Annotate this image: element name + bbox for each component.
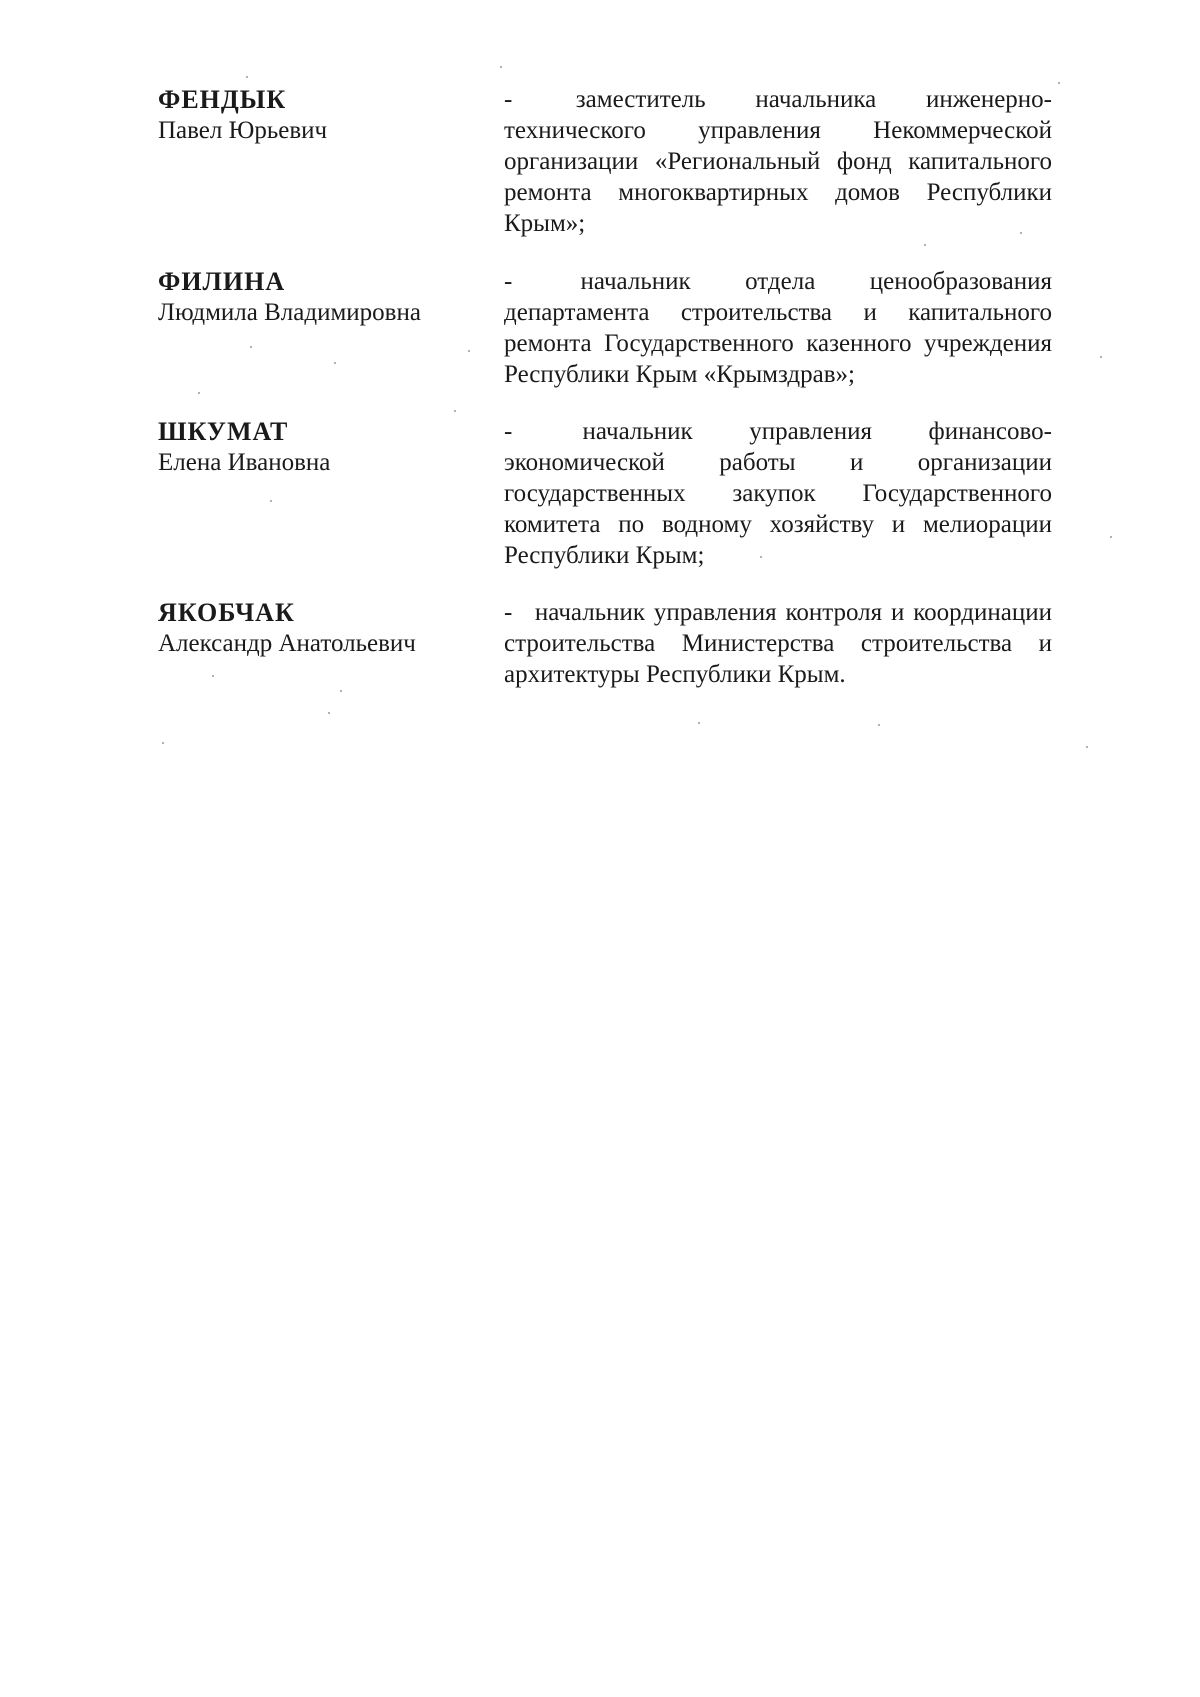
scan-speck bbox=[1100, 356, 1102, 358]
scan-speck bbox=[878, 724, 880, 726]
member-surname: ЯКОБЧАК bbox=[158, 598, 295, 627]
scan-speck bbox=[212, 675, 214, 677]
position-text: начальник отдела ценообразования департамента строительства и капитального ремонта Государственного казенного учреждения Республики Крым «Крымздрав»; bbox=[504, 268, 1053, 388]
member-name-block bbox=[158, 597, 478, 659]
scan-speck bbox=[760, 556, 762, 558]
member-name-block bbox=[158, 266, 478, 328]
scan-speck bbox=[334, 362, 336, 364]
scan-speck bbox=[162, 742, 164, 744]
position-text: начальник управления контроля и координации строительства Министерства строительства и архитектуры Республики Крым. bbox=[504, 599, 1052, 688]
scan-speck bbox=[1086, 746, 1088, 748]
member-position bbox=[504, 84, 1052, 239]
member-surname: ФЕНДЫК bbox=[158, 85, 287, 114]
position-dash: - bbox=[504, 418, 513, 445]
member-position bbox=[504, 266, 1052, 390]
scan-speck bbox=[270, 500, 272, 502]
member-given-names: Елена Ивановна bbox=[158, 449, 331, 476]
scan-speck bbox=[198, 392, 200, 394]
position-dash: - bbox=[504, 86, 513, 113]
scan-speck bbox=[1110, 536, 1112, 538]
scan-speck bbox=[340, 690, 342, 692]
scan-speck bbox=[328, 712, 330, 714]
position-dash: - bbox=[504, 599, 513, 626]
member-name-block bbox=[158, 84, 478, 146]
scan-speck bbox=[246, 76, 248, 78]
scan-speck bbox=[1058, 82, 1060, 84]
member-surname: ШКУМАТ bbox=[158, 417, 289, 446]
member-name-block bbox=[158, 416, 478, 478]
scan-speck bbox=[500, 66, 502, 68]
member-given-names: Александр Анатольевич bbox=[158, 630, 416, 657]
position-text: заместитель начальника инженерно-технического управления Некоммерческой организации «Региональный фонд капитального ремонта многоквартирных домов Республики Крым»; bbox=[504, 86, 1052, 237]
member-position bbox=[504, 416, 1052, 571]
scan-speck bbox=[250, 346, 252, 348]
member-given-names: Павел Юрьевич bbox=[158, 117, 328, 144]
scan-speck bbox=[468, 350, 470, 352]
scan-speck bbox=[924, 244, 926, 246]
scan-speck bbox=[454, 410, 456, 412]
position-dash: - bbox=[504, 268, 513, 295]
position-text: начальник управления финансово-экономической работы и организации государственных закупок Государственного комитета по водному хозяйству и мелиорации Республики Крым; bbox=[504, 418, 1052, 569]
scan-speck bbox=[698, 722, 700, 724]
member-given-names: Людмила Владимировна bbox=[158, 299, 421, 326]
scan-speck bbox=[1020, 232, 1022, 234]
member-position bbox=[504, 597, 1052, 690]
member-surname: ФИЛИНА bbox=[158, 267, 286, 296]
